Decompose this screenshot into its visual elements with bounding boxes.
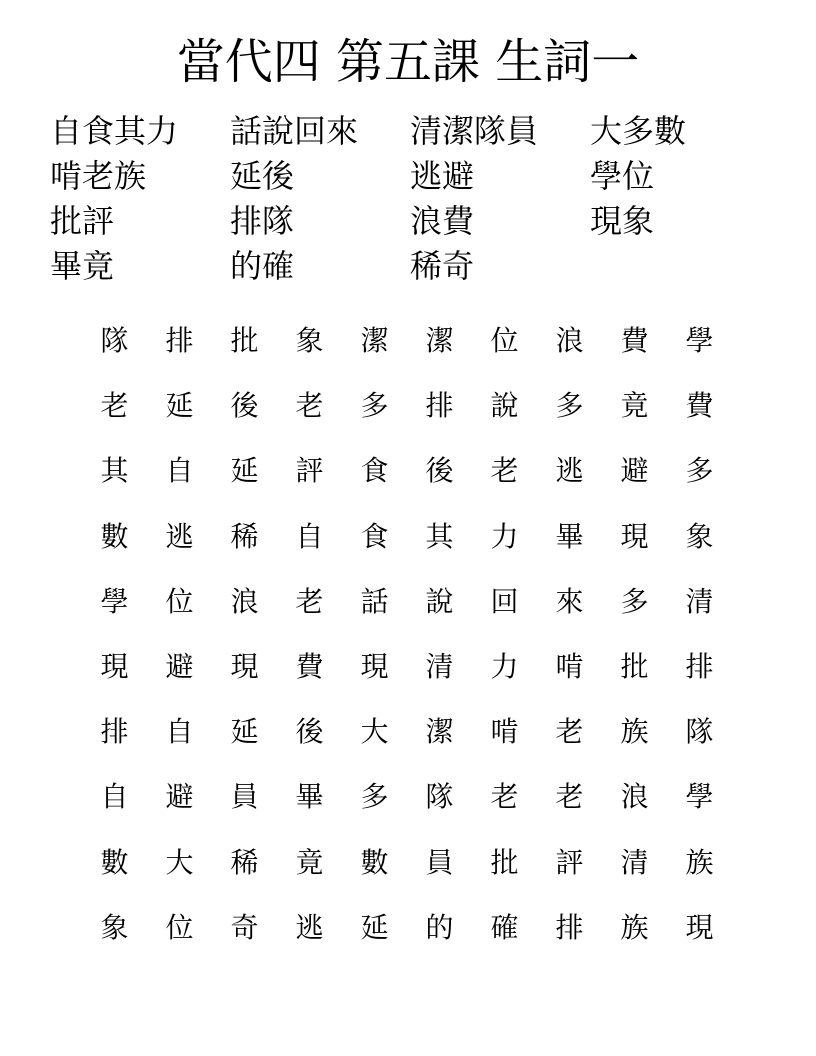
grid-cell: 清 xyxy=(685,584,714,618)
grid-cell: 位 xyxy=(490,324,519,357)
grid-cell: 評 xyxy=(295,454,324,488)
grid-cell: 自 xyxy=(295,519,324,553)
grid-cell: 費 xyxy=(295,649,324,683)
grid-cell: 族 xyxy=(685,845,714,879)
vocabulary-word: 畢竟 xyxy=(50,247,115,285)
grid-cell: 老 xyxy=(100,389,129,423)
grid-cell: 延 xyxy=(230,715,259,749)
grid-cell: 員 xyxy=(425,845,454,879)
vocabulary-word: 延後 xyxy=(230,157,295,195)
vocabulary-word: 的確 xyxy=(230,247,295,285)
grid-cell: 象 xyxy=(295,324,324,357)
grid-cell: 大 xyxy=(360,715,389,749)
grid-cell: 說 xyxy=(425,584,454,618)
grid-cell: 清 xyxy=(425,649,454,683)
grid-cell: 大 xyxy=(165,845,194,879)
vocabulary-word: 浪費 xyxy=(410,202,475,240)
grid-cell: 數 xyxy=(100,845,129,879)
vocabulary-list xyxy=(50,109,770,289)
grid-cell: 浪 xyxy=(555,324,584,357)
grid-cell: 自 xyxy=(165,454,194,488)
grid-cell: 確 xyxy=(490,910,519,944)
grid-cell: 位 xyxy=(165,584,194,618)
grid-cell: 逃 xyxy=(165,519,194,553)
grid-cell: 潔 xyxy=(360,324,389,357)
grid-cell: 避 xyxy=(165,780,194,814)
vocabulary-word: 清潔隊員 xyxy=(410,112,539,150)
grid-cell: 來 xyxy=(555,584,584,618)
vocabulary-word: 大多數 xyxy=(590,112,687,150)
vocabulary-word: 話說回來 xyxy=(230,112,359,150)
grid-cell: 多 xyxy=(555,389,584,423)
worksheet-title: 當代四 第五課 生詞一 xyxy=(176,34,640,90)
vocabulary-word: 逃避 xyxy=(410,157,475,195)
grid-cell: 延 xyxy=(360,910,389,944)
grid-cell: 老 xyxy=(555,715,584,749)
grid-cell: 老 xyxy=(490,780,519,814)
vocabulary-word: 現象 xyxy=(590,202,655,240)
grid-cell: 食 xyxy=(360,454,389,488)
grid-cell: 延 xyxy=(230,454,259,488)
grid-cell: 浪 xyxy=(230,584,259,618)
grid-cell: 老 xyxy=(490,454,519,488)
grid-cell: 力 xyxy=(490,519,519,553)
grid-cell: 排 xyxy=(555,910,584,944)
grid-cell: 多 xyxy=(620,584,649,618)
grid-cell: 數 xyxy=(360,845,389,879)
grid-cell: 多 xyxy=(685,454,714,488)
vocabulary-word: 排隊 xyxy=(230,202,295,240)
grid-cell: 多 xyxy=(360,780,389,814)
grid-cell: 現 xyxy=(360,649,389,683)
grid-cell: 稀 xyxy=(230,845,259,879)
grid-cell: 排 xyxy=(165,324,194,357)
grid-cell: 話 xyxy=(360,584,389,618)
grid-cell: 避 xyxy=(165,649,194,683)
grid-cell: 費 xyxy=(685,389,714,423)
grid-cell: 啃 xyxy=(555,649,584,683)
vocabulary-word: 學位 xyxy=(590,157,655,195)
grid-cell: 數 xyxy=(100,519,129,553)
grid-cell: 奇 xyxy=(230,910,259,944)
grid-cell: 族 xyxy=(620,715,649,749)
grid-cell: 後 xyxy=(295,715,324,749)
grid-cell: 後 xyxy=(425,454,454,488)
grid-cell: 批 xyxy=(490,845,519,879)
grid-cell: 評 xyxy=(555,845,584,879)
grid-cell: 自 xyxy=(165,715,194,749)
grid-cell: 現 xyxy=(620,519,649,553)
grid-cell: 回 xyxy=(490,584,519,618)
vocabulary-word: 批評 xyxy=(50,202,115,240)
vocabulary-word: 稀奇 xyxy=(410,247,475,285)
grid-cell: 其 xyxy=(425,519,454,553)
grid-cell: 自 xyxy=(100,780,129,814)
grid-cell: 說 xyxy=(490,389,519,423)
grid-cell: 現 xyxy=(230,649,259,683)
grid-cell: 批 xyxy=(230,324,259,357)
grid-cell: 學 xyxy=(685,780,714,814)
vocabulary-word: 自食其力 xyxy=(50,112,179,150)
grid-cell: 的 xyxy=(425,910,454,944)
grid-cell: 竟 xyxy=(620,389,649,423)
grid-cell: 現 xyxy=(100,649,129,683)
word-search-grid xyxy=(82,308,732,960)
grid-cell: 排 xyxy=(425,389,454,423)
grid-cell: 多 xyxy=(360,389,389,423)
grid-cell: 潔 xyxy=(425,324,454,357)
grid-cell: 老 xyxy=(295,584,324,618)
grid-cell: 學 xyxy=(100,584,129,618)
grid-cell: 食 xyxy=(360,519,389,553)
grid-cell: 族 xyxy=(620,910,649,944)
grid-cell: 位 xyxy=(165,910,194,944)
grid-cell: 排 xyxy=(685,649,714,683)
grid-cell: 隊 xyxy=(685,715,714,749)
grid-cell: 排 xyxy=(100,715,129,749)
grid-cell: 潔 xyxy=(425,715,454,749)
grid-cell: 其 xyxy=(100,454,129,488)
grid-cell: 逃 xyxy=(295,910,324,944)
grid-cell: 象 xyxy=(100,910,129,944)
grid-cell: 學 xyxy=(685,324,714,357)
grid-cell: 隊 xyxy=(425,780,454,814)
grid-cell: 力 xyxy=(490,649,519,683)
grid-cell: 延 xyxy=(165,389,194,423)
grid-cell: 隊 xyxy=(100,324,129,357)
grid-cell: 稀 xyxy=(230,519,259,553)
grid-cell: 費 xyxy=(620,324,649,357)
grid-cell: 員 xyxy=(230,780,259,814)
grid-cell: 老 xyxy=(295,389,324,423)
grid-cell: 啃 xyxy=(490,715,519,749)
grid-cell: 後 xyxy=(230,389,259,423)
grid-cell: 避 xyxy=(620,454,649,488)
vocabulary-word: 啃老族 xyxy=(50,157,147,195)
grid-cell: 象 xyxy=(685,519,714,553)
grid-cell: 畢 xyxy=(295,780,324,814)
grid-cell: 現 xyxy=(685,910,714,944)
grid-cell: 逃 xyxy=(555,454,584,488)
grid-cell: 批 xyxy=(620,649,649,683)
grid-cell: 畢 xyxy=(555,519,584,553)
grid-cell: 浪 xyxy=(620,780,649,814)
grid-cell: 老 xyxy=(555,780,584,814)
grid-cell: 竟 xyxy=(295,845,324,879)
grid-cell: 清 xyxy=(620,845,649,879)
